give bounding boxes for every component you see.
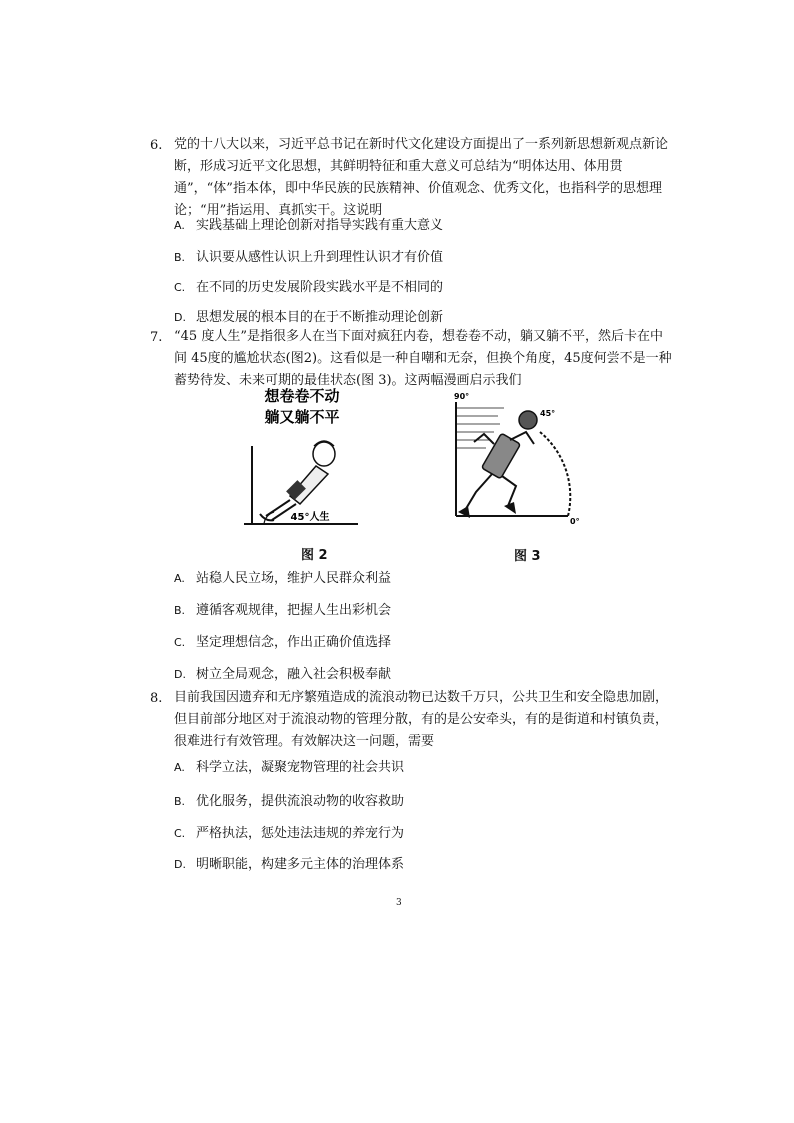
figure-2-line2: 躺又躺不平 [264, 408, 340, 426]
option-text: 科学立法，凝聚宠物管理的社会共识 [196, 760, 405, 775]
question-8-stem: 目前我国因遗弃和无序繁殖造成的流浪动物已达数千万只，公共卫生和安全隐患加剧，但目前部分地区对于流浪动物的管理分散，有的是公安牵头，有的是街道和村镇负责，很难进行有效管理。有效解决这一问题，需要 [174, 690, 669, 749]
question-8-option-d [174, 853, 404, 872]
option-label: B. [174, 604, 186, 617]
question-7-stem: “45 度人生”是指很多人在当下面对疯狂内卷，想卷卷不动，躺又躺不平，然后卡在中间 45度的尴尬状态(图2)。这看似是一种自嘲和无奈，但换个角度，45度何尝不是一种蓄势待发、未来可期的最佳状态(图 3)。这两幅漫画启示我们 [174, 329, 672, 388]
option-label: B. [174, 795, 186, 808]
question-8-option-a [174, 756, 404, 775]
question-6-option-b [174, 246, 443, 265]
option-label: C. [174, 636, 186, 649]
figure-2-line1: 想卷卷不动 [264, 387, 340, 405]
figure-3-angle-arc [540, 432, 570, 516]
question-7-option-a [174, 567, 391, 586]
option-label: C. [174, 827, 186, 840]
option-text: 思想发展的根本目的在于不断推动理论创新 [196, 310, 444, 325]
question-7-option-b [174, 599, 391, 618]
figure-3-angle-label: 45° [540, 409, 556, 418]
running-robot-icon [458, 411, 537, 518]
figure-3-top-label: 90° [454, 392, 470, 401]
option-label: D. [174, 858, 186, 871]
leaning-person-icon [260, 441, 335, 520]
question-6-option-c [174, 276, 443, 295]
option-text: 认识要从感性认识上升到理性认识才有价值 [196, 250, 444, 265]
option-label: A. [174, 572, 185, 585]
figure-2-drawing [236, 384, 368, 534]
question-7-option-d [174, 663, 391, 682]
option-text: 在不同的历史发展阶段实践水平是不相同的 [196, 280, 444, 295]
question-8-option-b [174, 790, 404, 809]
option-label: B. [174, 251, 186, 264]
figure-2-caption: 图 2 [301, 548, 328, 563]
question-8-number: 8. [150, 691, 163, 706]
option-text: 优化服务，提供流浪动物的收容救助 [196, 794, 405, 809]
option-label: C. [174, 281, 186, 294]
option-label: A. [174, 761, 185, 774]
figure-3-cartoon [450, 388, 600, 528]
option-label: D. [174, 668, 186, 681]
question-6-option-d [174, 306, 443, 325]
page-number: 3 [396, 898, 402, 908]
figure-3-caption: 图 3 [514, 549, 541, 564]
option-text: 遵循客观规律，把握人生出彩机会 [196, 603, 392, 618]
question-7-number: 7. [150, 330, 163, 345]
question-6-number: 6. [150, 138, 163, 153]
question-7-option-c [174, 631, 391, 650]
figure-2-angle-label: 45°人生 [290, 512, 330, 523]
option-label: A. [174, 219, 185, 232]
option-text: 明晰职能，构建多元主体的治理体系 [196, 857, 405, 872]
option-text: 树立全局观念，融入社会积极奉献 [196, 667, 392, 682]
question-6-stem: 党的十八大以来，习近平总书记在新时代文化建设方面提出了一系列新思想新观点新论断，形成习近平文化思想，其鲜明特征和重大意义可总结为“明体达用、体用贯通”，“体”指本体，即中华民族的民族精神、价值观念、优秀文化，也指科学的思想理论；“用”指运用、真抓实干。这说明 [174, 137, 669, 218]
option-label: D. [174, 311, 186, 324]
option-text: 站稳人民立场，维护人民群众利益 [196, 571, 392, 586]
question-8-option-c [174, 822, 404, 841]
option-text: 严格执法，惩处违法违规的养宠行为 [196, 826, 405, 841]
option-text: 实践基础上理论创新对指导实践有重大意义 [196, 218, 444, 233]
figure-3-drawing [450, 388, 600, 528]
figure-2-cartoon [236, 384, 368, 534]
option-text: 坚定理想信念，作出正确价值选择 [196, 635, 392, 650]
question-6-option-a [174, 214, 443, 233]
figure-3-bottom-label: 0° [570, 517, 580, 526]
